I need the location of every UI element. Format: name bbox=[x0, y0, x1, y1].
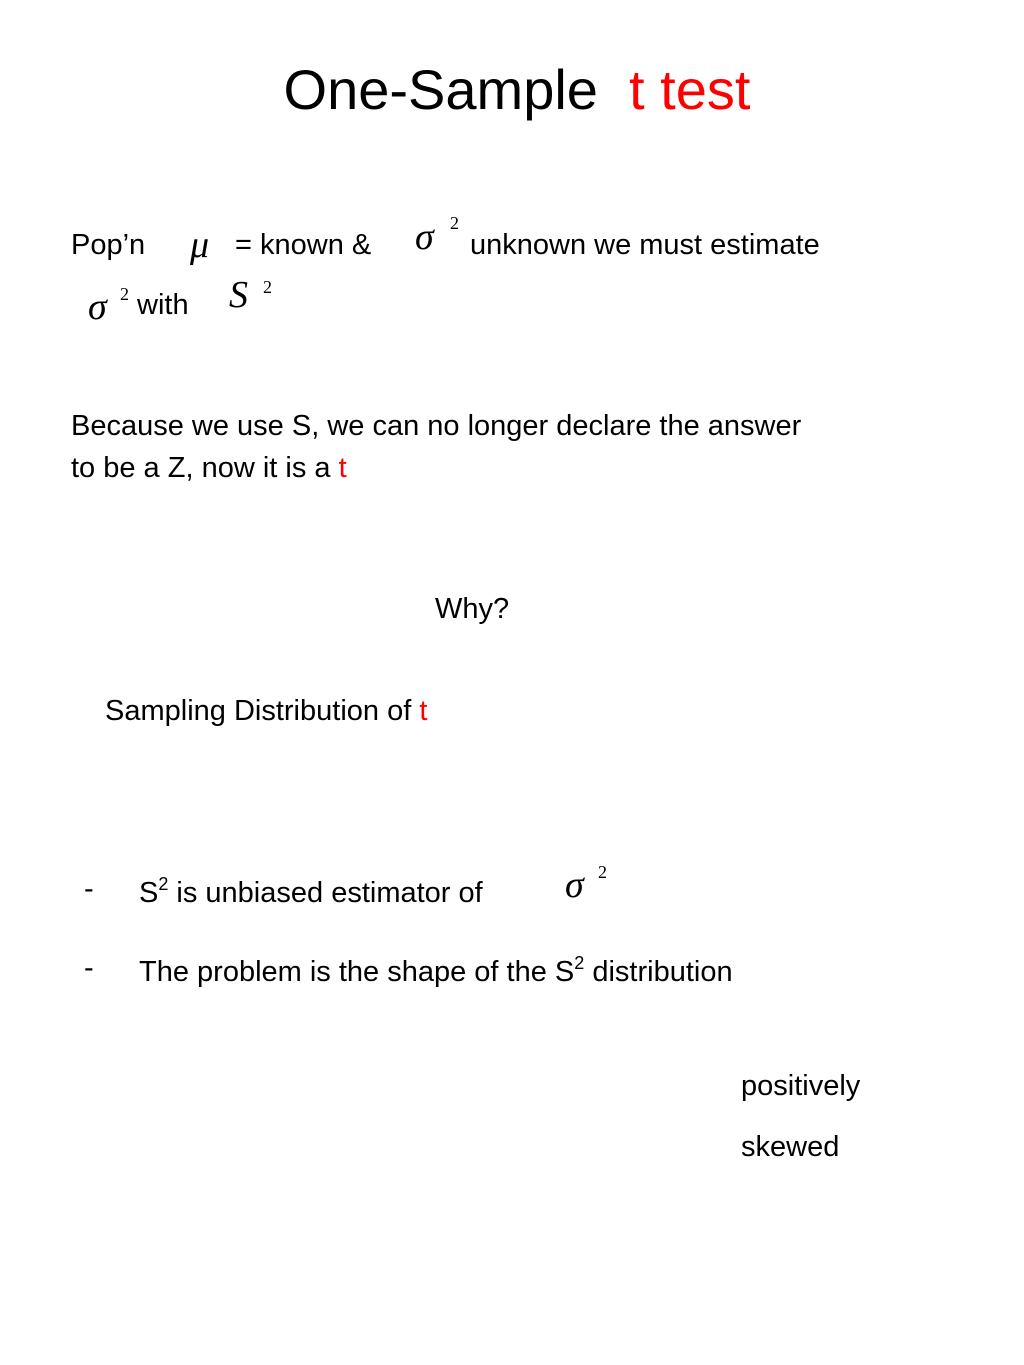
distribution-text: distribution bbox=[592, 956, 733, 988]
popn-label: Pop’n bbox=[71, 229, 146, 261]
because-t-highlight: t bbox=[338, 452, 347, 484]
because-line-2-text: to be a Z, now it is a bbox=[71, 452, 331, 484]
sigma-symbol: σ bbox=[565, 864, 584, 906]
title-prefix: One-Sample bbox=[283, 58, 598, 121]
s-letter: S bbox=[139, 877, 159, 909]
sigma-exponent: 2 bbox=[120, 284, 129, 304]
with-text: with bbox=[137, 289, 189, 321]
sigma-exponent: 2 bbox=[598, 862, 607, 882]
s-exponent: 2 bbox=[158, 874, 169, 894]
sigma-symbol: σ bbox=[88, 286, 107, 328]
s-symbol: S bbox=[229, 274, 248, 316]
unknown-text: unknown we must estimate bbox=[470, 229, 820, 261]
s-exponent: 2 bbox=[574, 953, 585, 973]
unbiased-text: is unbiased estimator of bbox=[176, 877, 483, 909]
sigma-exponent: 2 bbox=[450, 213, 459, 233]
bullet-1-text bbox=[139, 876, 483, 911]
annotation-skewed: skewed bbox=[741, 1131, 840, 1163]
sampling-text: Sampling Distribution of bbox=[105, 695, 412, 727]
bullet-2-text bbox=[139, 955, 733, 990]
known-text: = known & bbox=[235, 229, 372, 261]
title-highlight: t test bbox=[629, 58, 751, 121]
because-line-1: Because we use S, we can no longer declare the answer bbox=[71, 410, 802, 442]
sampling-heading bbox=[105, 694, 427, 729]
s-exponent: 2 bbox=[263, 277, 272, 297]
annotation-positively: positively bbox=[741, 1070, 861, 1102]
why-text: Why? bbox=[435, 593, 510, 625]
bullet-dash: - bbox=[84, 952, 94, 984]
slide-title bbox=[0, 58, 1024, 121]
problem-text: The problem is the shape of the S bbox=[139, 956, 575, 988]
because-line-2 bbox=[71, 451, 347, 486]
mu-symbol: μ bbox=[190, 224, 210, 266]
sigma-symbol: σ bbox=[415, 216, 434, 258]
sampling-t-highlight: t bbox=[419, 695, 428, 727]
bullet-dash: - bbox=[84, 873, 94, 905]
